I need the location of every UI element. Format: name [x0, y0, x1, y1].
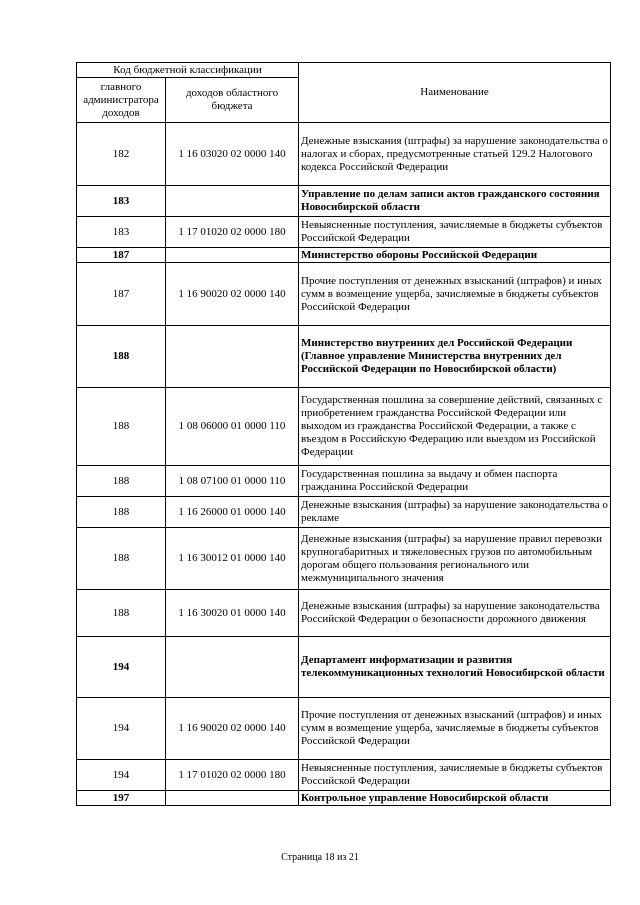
row-admin-code: 194: [77, 637, 166, 698]
row-income-code: 1 17 01020 02 0000 180: [166, 217, 299, 248]
budget-classification-table: [76, 62, 611, 806]
row-income-code: 1 16 30012 01 0000 140: [166, 528, 299, 590]
table-row: [77, 528, 611, 590]
row-name: Денежные взыскания (штрафы) за нарушение законодательства о рекламе: [299, 497, 611, 528]
row-name: Прочие поступления от денежных взысканий (штрафов) и иных сумм в возмещение ущерба, зачисляемые в бюджеты субъектов Российской Федерации: [299, 698, 611, 760]
row-name: Государственная пошлина за совершение действий, связанных с приобретением гражданства Российской Федерации или выходом из гражданства Российской Федерации, а также с въездом в Российскую Федерацию или выездом из Российской Федерации: [299, 388, 611, 466]
row-admin-code: 194: [77, 698, 166, 760]
row-admin-code: 183: [77, 186, 166, 217]
row-admin-code: 183: [77, 217, 166, 248]
row-income-code: 1 16 03020 02 0000 140: [166, 123, 299, 186]
row-name: Министерство обороны Российской Федерации: [299, 248, 611, 263]
row-name: Денежные взыскания (штрафы) за нарушение законодательства о налогах и сборах, предусмотренные статьей 129.2 Налогового кодекса Российской Федерации: [299, 123, 611, 186]
row-admin-code: 194: [77, 760, 166, 791]
header-admin-column: главного администратора доходов: [77, 78, 166, 123]
table-row: [77, 326, 611, 388]
row-name: Денежные взыскания (штрафы) за нарушение законодательства Российской Федерации о безопасности дорожного движения: [299, 590, 611, 637]
row-name: Департамент информатизации и развития телекоммуникационных технологий Новосибирской области: [299, 637, 611, 698]
page-number: Страница 18 из 21: [281, 852, 359, 863]
table-row: [77, 698, 611, 760]
row-income-code: 1 16 90020 02 0000 140: [166, 698, 299, 760]
row-name: Прочие поступления от денежных взысканий (штрафов) и иных сумм в возмещение ущерба, зачисляемые в бюджеты субъектов Российской Федерации: [299, 263, 611, 326]
table-body: [77, 123, 611, 806]
row-income-code: 1 16 30020 01 0000 140: [166, 590, 299, 637]
row-income-code: 1 08 06000 01 0000 110: [166, 388, 299, 466]
table-row: [77, 388, 611, 466]
row-name: Министерство внутренних дел Российской Федерации (Главное управление Министерства внутренних дел Российской Федерации по Новосибирской области): [299, 326, 611, 388]
table-row: [77, 186, 611, 217]
row-admin-code: 182: [77, 123, 166, 186]
row-name: Управление по делам записи актов гражданского состояния Новосибирской области: [299, 186, 611, 217]
row-admin-code: 188: [77, 466, 166, 497]
row-income-code: [166, 248, 299, 263]
row-income-code: [166, 791, 299, 806]
table-row: [77, 760, 611, 791]
row-name: Денежные взыскания (штрафы) за нарушение правил перевозки крупногабаритных и тяжеловесных грузов по автомобильным дорогам общего пользования регионального или межмуниципального значения: [299, 528, 611, 590]
row-income-code: [166, 326, 299, 388]
table-row: [77, 637, 611, 698]
row-admin-code: 188: [77, 590, 166, 637]
row-income-code: 1 16 26000 01 0000 140: [166, 497, 299, 528]
row-admin-code: 187: [77, 263, 166, 326]
row-income-code: 1 17 01020 02 0000 180: [166, 760, 299, 791]
table-row: [77, 466, 611, 497]
header-income-column: доходов областного бюджета: [166, 78, 299, 123]
row-admin-code: 188: [77, 326, 166, 388]
table-header: [77, 63, 611, 123]
table-row: [77, 217, 611, 248]
header-group-label: Код бюджетной классификации: [77, 63, 299, 78]
row-income-code: [166, 186, 299, 217]
row-name: Контрольное управление Новосибирской области: [299, 791, 611, 806]
row-admin-code: 187: [77, 248, 166, 263]
table-row: [77, 263, 611, 326]
row-name: Невыясненные поступления, зачисляемые в бюджеты субъектов Российской Федерации: [299, 217, 611, 248]
row-admin-code: 188: [77, 388, 166, 466]
table-row: [77, 791, 611, 806]
table-row: [77, 497, 611, 528]
row-name: Государственная пошлина за выдачу и обмен паспорта гражданина Российской Федерации: [299, 466, 611, 497]
row-income-code: 1 16 90020 02 0000 140: [166, 263, 299, 326]
row-income-code: 1 08 07100 01 0000 110: [166, 466, 299, 497]
row-admin-code: 188: [77, 497, 166, 528]
row-income-code: [166, 637, 299, 698]
row-admin-code: 188: [77, 528, 166, 590]
row-admin-code: 197: [77, 791, 166, 806]
row-name: Невыясненные поступления, зачисляемые в бюджеты субъектов Российской Федерации: [299, 760, 611, 791]
table-row: [77, 123, 611, 186]
header-name-column: Наименование: [299, 63, 611, 123]
table-row: [77, 248, 611, 263]
table-row: [77, 590, 611, 637]
